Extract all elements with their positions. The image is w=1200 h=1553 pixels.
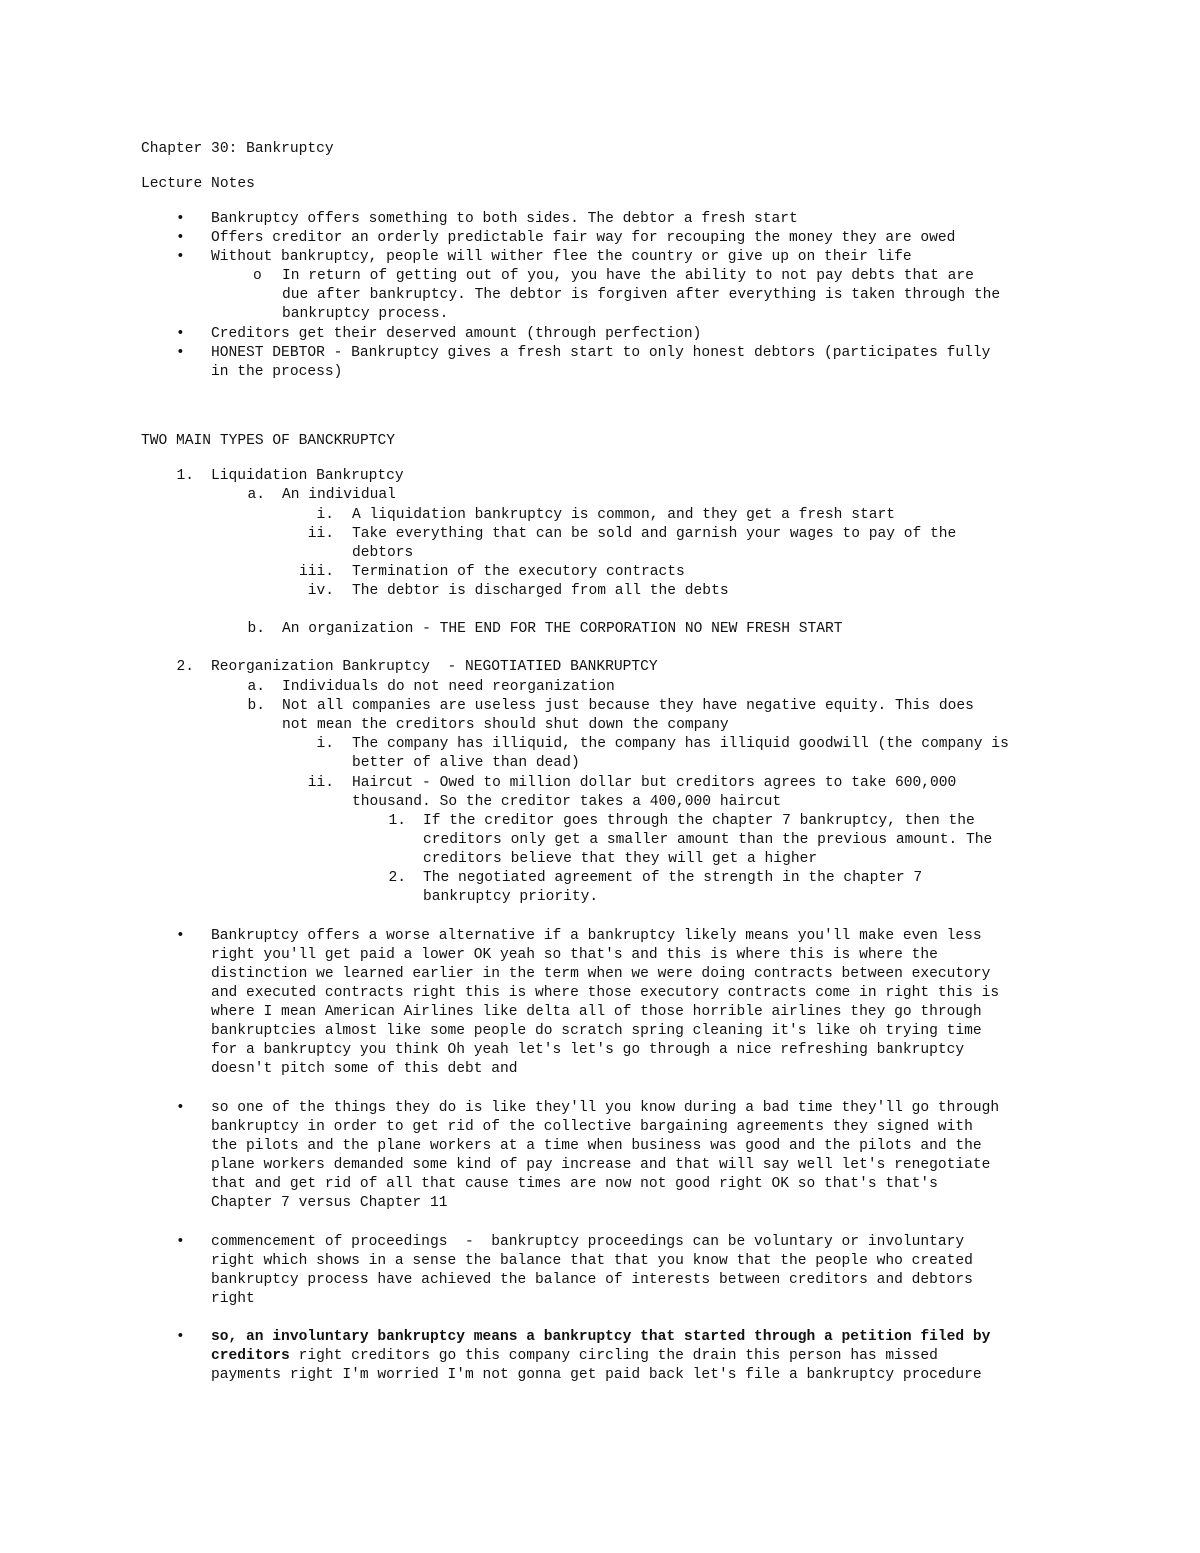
transcript-1-line: and executed contracts right this is where those executory contracts come in right this is xyxy=(211,985,1000,1001)
reorganization-n2-line-2: bankruptcy priority. xyxy=(423,889,599,905)
types-heading: TWO MAIN TYPES OF BANCKRUPTCY xyxy=(141,433,395,449)
transcript-1-line: Bankruptcy offers a worse alternative if a bankruptcy likely means you'll make even less xyxy=(211,928,982,944)
intro-bullet-1: Bankruptcy offers something to both sides. The debtor a fresh start xyxy=(211,211,798,227)
roman-marker: i. xyxy=(316,736,334,752)
letter-marker: a. xyxy=(247,679,265,695)
intro-bullet-5-line-1: HONEST DEBTOR - Bankruptcy gives a fresh start to only honest debtors (participates fully xyxy=(211,345,991,361)
reorganization-n2-line-1: The negotiated agreement of the strength in the chapter 7 xyxy=(423,870,923,886)
roman-marker: ii. xyxy=(307,775,334,791)
transcript-3-line: bankruptcy process have achieved the balance of interests between creditors and debtors xyxy=(211,1272,973,1288)
roman-marker: i. xyxy=(316,507,334,523)
intro-bullet-4: Creditors get their deserved amount (through perfection) xyxy=(211,326,702,342)
intro-bullet-2: Offers creditor an orderly predictable fair way for recouping the money they are owed xyxy=(211,230,956,246)
reorganization-ii-line-1: Haircut - Owed to million dollar but creditors agrees to take 600,000 xyxy=(352,775,957,791)
sub-bullet-marker: o xyxy=(253,268,262,284)
transcript-3-line: commencement of proceedings - bankruptcy proceedings can be voluntary or involuntary xyxy=(211,1234,965,1250)
reorganization-a: Individuals do not need reorganization xyxy=(282,679,615,695)
transcript-4-line-2-rest: right creditors go this company circling the drain this person has missed xyxy=(289,1348,938,1364)
reorganization-i-line-2: better of alive than dead) xyxy=(352,755,580,771)
bullet-marker: • xyxy=(176,928,185,944)
transcript-4-line-3: payments right I'm worried I'm not gonna get paid back let's file a bankruptcy procedure xyxy=(211,1367,982,1383)
liquidation-ii-line-2: debtors xyxy=(352,545,414,561)
liquidation-b: An organization - THE END FOR THE CORPORATION NO NEW FRESH START xyxy=(282,621,843,637)
intro-sub-bullet-line-2: due after bankruptcy. The debtor is forgiven after everything is taken through the xyxy=(282,287,1001,303)
intro-sub-bullet-line-1: In return of getting out of you, you have the ability to not pay debts that are xyxy=(282,268,974,284)
roman-marker: ii. xyxy=(307,526,334,542)
letter-marker: b. xyxy=(247,621,265,637)
liquidation-iii: Termination of the executory contracts xyxy=(352,564,685,580)
roman-marker: iv. xyxy=(307,583,334,599)
reorganization-n1-line-2: creditors only get a smaller amount than the previous amount. The xyxy=(423,832,993,848)
transcript-2-line: Chapter 7 versus Chapter 11 xyxy=(211,1195,448,1211)
numbered-marker: 2. xyxy=(176,659,194,675)
reorganization-n1-line-1: If the creditor goes through the chapter 7 bankruptcy, then the xyxy=(423,813,975,829)
intro-bullet-5-line-2: in the process) xyxy=(211,364,343,380)
bullet-marker: • xyxy=(176,211,185,227)
numbered-marker: 2. xyxy=(388,870,406,886)
reorganization-ii-line-2: thousand. So the creditor takes a 400,000 haircut xyxy=(352,794,782,810)
bullet-marker: • xyxy=(176,249,185,265)
bullet-marker: • xyxy=(176,326,185,342)
reorganization-b-line-2: not mean the creditors should shut down the company xyxy=(282,717,729,733)
transcript-4-bold-line: so, an involuntary bankruptcy means a bankruptcy that started through a petition filed by xyxy=(211,1329,991,1345)
transcript-2-line: that and get rid of all that cause times are now not good right OK so that's that's xyxy=(211,1176,938,1192)
transcript-4-line-2 xyxy=(211,1347,938,1366)
liquidation-iv: The debtor is discharged from all the debts xyxy=(352,583,729,599)
transcript-3-line: right which shows in a sense the balance that that you know that the people who created xyxy=(211,1253,973,1269)
liquidation-ii-line-1: Take everything that can be sold and garnish your wages to pay of the xyxy=(352,526,957,542)
transcript-1-line: bankruptcies almost like some people do scratch spring cleaning it's like oh trying time xyxy=(211,1023,982,1039)
transcript-1-line: right you'll get paid a lower OK yeah so that's and this is where this is where the xyxy=(211,947,938,963)
transcript-1-line: distinction we learned earlier in the term when we were doing contracts between executory xyxy=(211,966,991,982)
transcript-4-bold-term: creditors xyxy=(211,1348,290,1364)
bullet-marker: • xyxy=(176,230,185,246)
doc-subtitle: Lecture Notes xyxy=(141,176,255,192)
letter-marker: a. xyxy=(247,487,265,503)
roman-marker: iii. xyxy=(298,564,334,580)
bullet-marker: • xyxy=(176,1329,185,1345)
bullet-marker: • xyxy=(176,1234,185,1250)
transcript-1-line: doesn't pitch some of this debt and xyxy=(211,1061,518,1077)
reorganization-b-line-1: Not all companies are useless just because they have negative equity. This does xyxy=(282,698,974,714)
bullet-marker: • xyxy=(176,345,185,361)
intro-bullet-3: Without bankruptcy, people will wither flee the country or give up on their life xyxy=(211,249,912,265)
liquidation-i: A liquidation bankruptcy is common, and they get a fresh start xyxy=(352,507,895,523)
reorganization-label: Reorganization Bankruptcy - NEGOTIATIED BANKRUPTCY xyxy=(211,659,658,675)
transcript-1-line: where I mean American Airlines like delta all of those horrible airlines they go through xyxy=(211,1004,982,1020)
transcript-2-line: bankruptcy in order to get rid of the collective bargaining agreements they signed with xyxy=(211,1119,973,1135)
transcript-1-line: for a bankruptcy you think Oh yeah let's let's go through a nice refreshing bankruptcy xyxy=(211,1042,965,1058)
letter-marker: b. xyxy=(247,698,265,714)
transcript-3-line: right xyxy=(211,1291,255,1307)
intro-sub-bullet-line-3: bankruptcy process. xyxy=(282,306,449,322)
reorganization-n1-line-3: creditors believe that they will get a higher xyxy=(423,851,818,867)
transcript-2-line: so one of the things they do is like they'll you know during a bad time they'll go through xyxy=(211,1100,1000,1116)
numbered-marker: 1. xyxy=(388,813,406,829)
transcript-2-line: plane workers demanded some kind of pay increase and that will say well let's renegotiate xyxy=(211,1157,991,1173)
liquidation-a: An individual xyxy=(282,487,396,503)
doc-title: Chapter 30: Bankruptcy xyxy=(141,141,334,157)
numbered-marker: 1. xyxy=(176,468,194,484)
reorganization-i-line-1: The company has illiquid, the company has illiquid goodwill (the company is xyxy=(352,736,1009,752)
transcript-2-line: the pilots and the plane workers at a time when business was good and the pilots and the xyxy=(211,1138,982,1154)
liquidation-label: Liquidation Bankruptcy xyxy=(211,468,404,484)
bullet-marker: • xyxy=(176,1100,185,1116)
